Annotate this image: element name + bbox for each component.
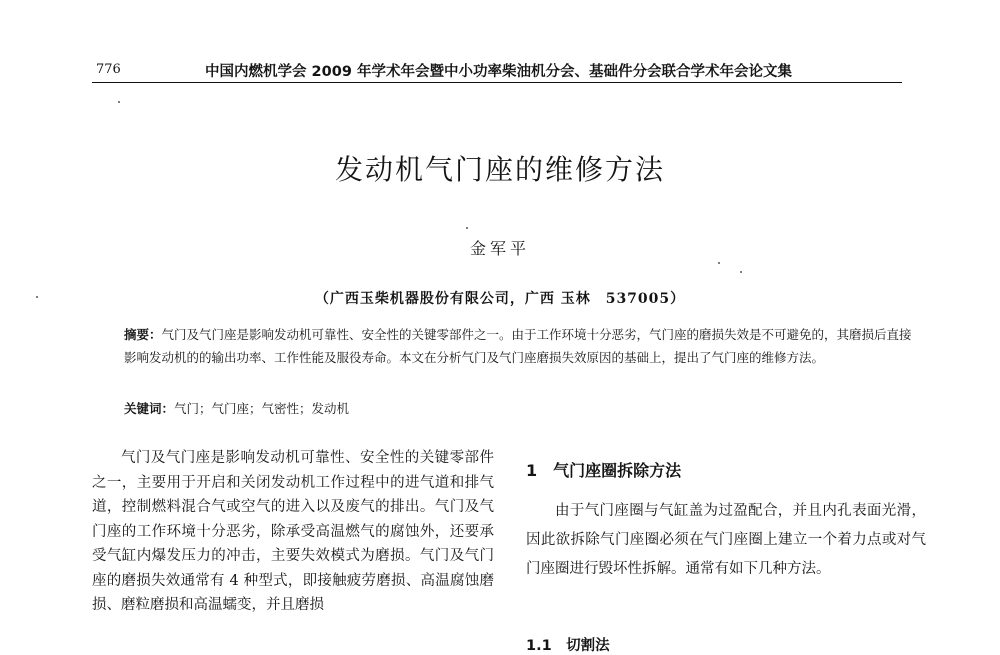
abstract [124,324,914,369]
abstract-text: 气门及气门座是影响发动机可靠性、安全性的关键零部件之一。由于工作环境十分恶劣，气门座的磨损失效是不可避免的，其磨损后直接影响发动机的的输出功率、工作性能及服役寿命。本文在分析气门及气门座磨损失效原因的基础上，提出了气门座的维修方法。 [124,327,912,365]
scan-speck [118,101,120,103]
page-number: 776 [96,62,121,77]
scan-speck [466,227,468,229]
paper-title: 发动机气门座的维修方法 [334,153,665,186]
affiliation: （广西玉柴机器股份有限公司，广西 玉林 537005） [314,291,686,307]
author: 金军平 [469,239,530,258]
keywords [124,399,914,417]
scan-speck [740,271,742,273]
header-rule [92,82,902,83]
subsection-heading: 1.1 切割法 [526,638,610,654]
abstract-label: 摘要： [124,327,162,342]
keywords-text: 气门；气门座；气密性；发动机 [174,401,350,416]
body-left-column: 气门及气门座是影响发动机可靠性、安全性的关键零部件之一，主要用于开启和关闭发动机工作过程中的进气道和排气道，控制燃料混合气或空气的进入以及废气的排出。气门及气门座的工作环境十分恶劣，除承受高温燃气的腐蚀外，还要承受气缸内爆发压力的冲击，主要失效模式为磨损。气门及气门座的磨损失效通常有 4 种型式，即接触疲劳磨损、高温腐蚀磨损、磨粒磨损和高温蠕变，并且磨损 [92,450,494,613]
keywords-label: 关键词： [124,401,175,416]
scan-speck [718,262,720,264]
running-header-title: 中国内燃机学会 2009 年学术年会暨中小功率柴油机分会、基础件分会联合学术年会论文集 [205,64,792,80]
section-heading: 1 气门座圈拆除方法 [526,461,682,480]
section-paragraph: 由于气门座圈与气缸盖为过盈配合，并且内孔表面光滑，因此欲拆除气门座圈必须在气门座圈上建立一个着力点或对气门座圈进行毁坏性拆解。通常有如下几种方法。 [526,503,926,577]
